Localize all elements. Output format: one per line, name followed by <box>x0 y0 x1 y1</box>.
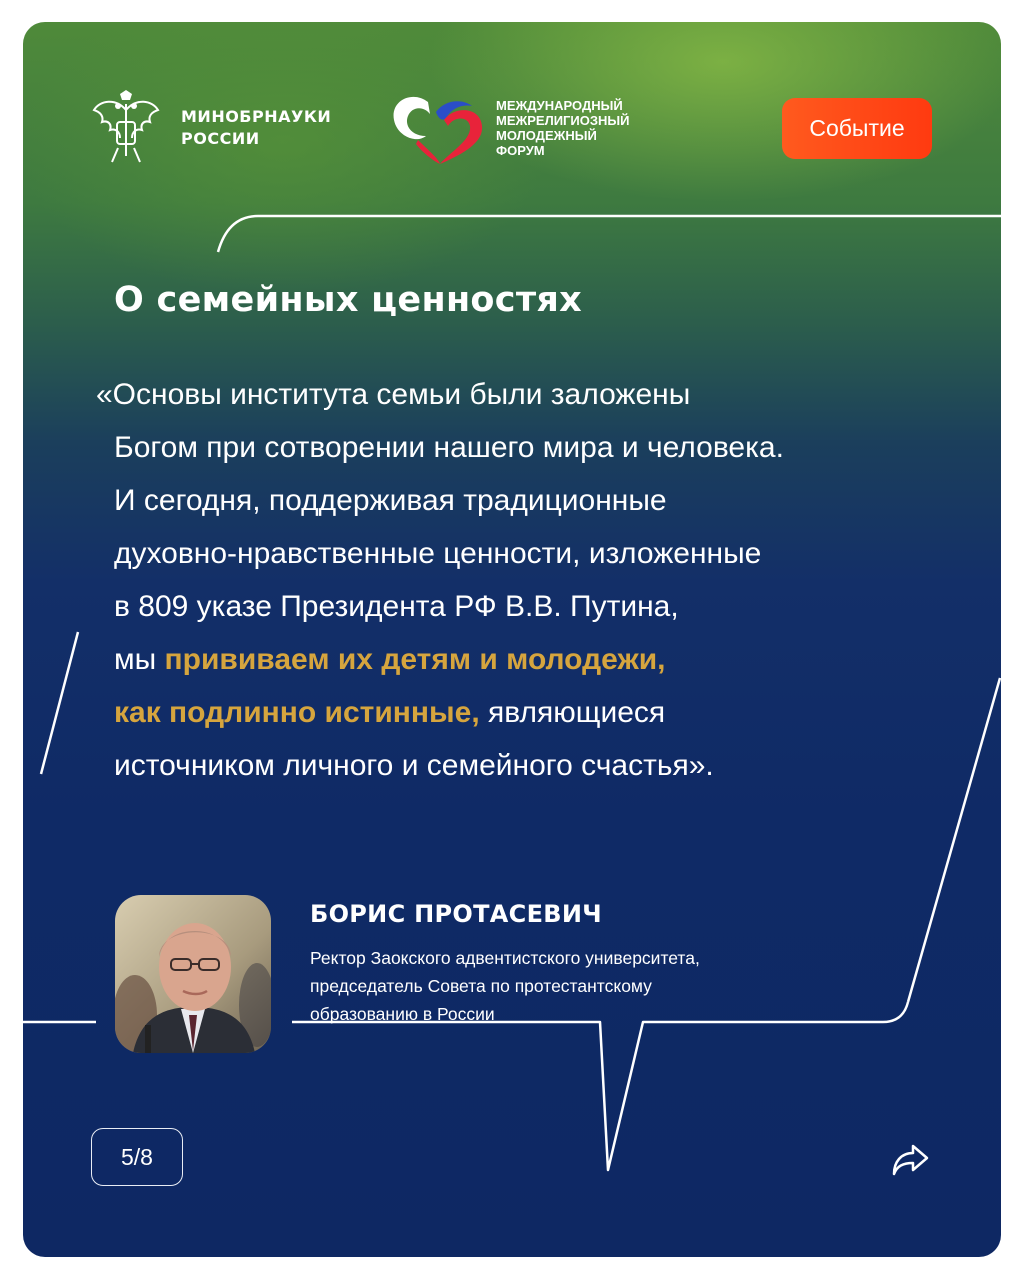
forum-heart-logo-icon <box>388 92 488 164</box>
forum-logo <box>388 92 630 164</box>
quote-line: И сегодня, поддерживая традиционные <box>114 484 667 517</box>
author-name: БОРИС ПРОТАСЕВИЧ <box>310 900 602 928</box>
share-arrow-icon[interactable] <box>891 1140 931 1180</box>
quote-line <box>96 633 976 686</box>
forum-name-line2: МЕЖРЕЛИГИОЗНЫЙ <box>496 113 630 128</box>
quote-line: источником личного и семейного счастья». <box>114 749 714 782</box>
quote-line: «Основы института семьи были заложены <box>96 378 691 411</box>
quote-text-plain: мы <box>114 643 165 676</box>
forum-name-line1: МЕЖДУНАРОДНЫЙ <box>496 98 623 113</box>
quote-highlight: прививаем их детям и молодежи, <box>164 643 666 676</box>
author-role-line: образованию в России <box>310 1004 495 1024</box>
author-portrait-image <box>115 895 271 1053</box>
quote-highlight: как подлинно истинные, <box>114 696 480 729</box>
author-role <box>310 944 830 1028</box>
ministry-name <box>181 106 331 150</box>
quote-line: Богом при сотворении нашего мира и человека. <box>114 431 784 464</box>
ministry-name-line1: МИНОБРНАУКИ <box>181 107 332 126</box>
ministry-logo <box>90 90 331 166</box>
quote-line <box>96 686 976 739</box>
coat-of-arms-icon <box>90 90 162 166</box>
quote-line: в 809 указе Президента РФ В.В. Путина, <box>114 590 679 623</box>
quote-text-plain: являющиеся <box>479 696 666 729</box>
quote-line: духовно-нравственные ценности, изложенные <box>114 537 762 570</box>
quote-text <box>96 368 976 792</box>
forum-name-line4: ФОРУМ <box>496 143 545 158</box>
ministry-name-line2: РОССИИ <box>181 129 260 148</box>
post-card <box>23 22 1001 1257</box>
page-title: О семейных ценностях <box>114 280 583 320</box>
author-photo <box>115 895 271 1053</box>
forum-name-line3: МОЛОДЕЖНЫЙ <box>496 128 597 143</box>
page-counter: 5/8 <box>91 1128 183 1186</box>
author-role-line: Ректор Заокского адвентистского университета, <box>310 948 700 968</box>
author-role-line: председатель Совета по протестантскому <box>310 976 652 996</box>
forum-name <box>496 98 630 158</box>
event-badge[interactable]: Событие <box>782 98 932 159</box>
